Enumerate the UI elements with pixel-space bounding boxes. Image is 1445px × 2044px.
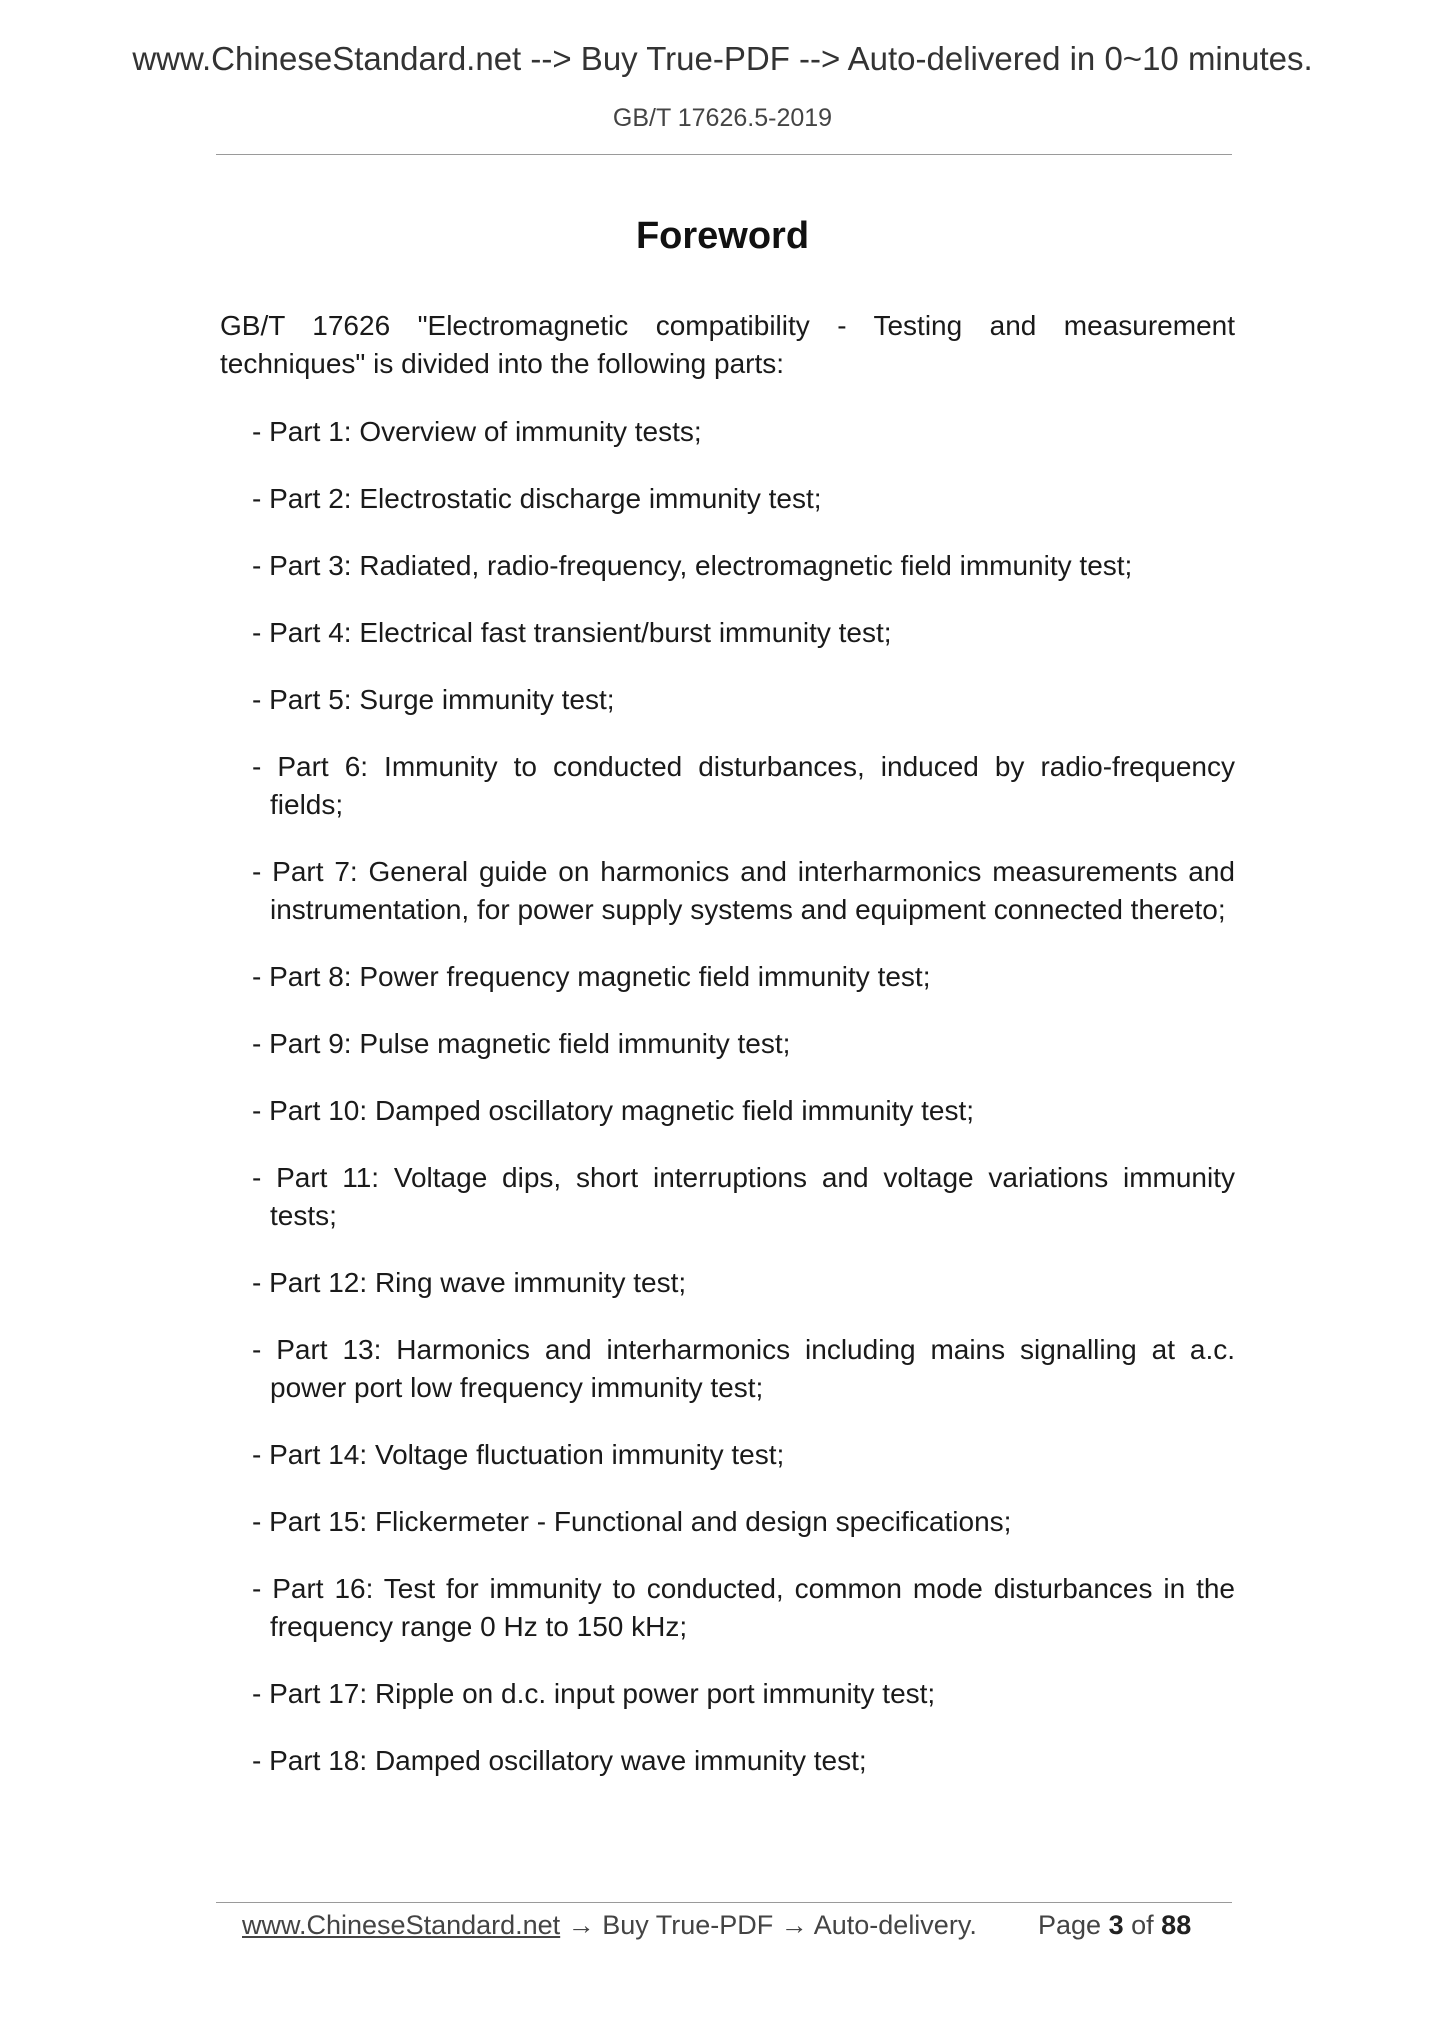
- footer-divider: [216, 1902, 1232, 1903]
- list-item: - Part 1: Overview of immunity tests;: [252, 416, 702, 447]
- list-item: - Part 13: Harmonics and interharmonics including mains signalling at a.c. power port low frequency immunity test;: [252, 1334, 1235, 1403]
- list-item: - Part 5: Surge immunity test;: [252, 684, 615, 715]
- list-item: - Part 17: Ripple on d.c. input power port immunity test;: [252, 1678, 936, 1709]
- list-item: - Part 15: Flickermeter - Functional and design specifications;: [252, 1506, 1012, 1537]
- intro-paragraph: GB/T 17626 "Electromagnetic compatibility - Testing and measurement techniques" is divided into the following parts:: [220, 310, 1235, 379]
- footer-site-link[interactable]: www.ChineseStandard.net: [242, 1910, 561, 1940]
- list-item: - Part 18: Damped oscillatory wave immunity test;: [252, 1745, 867, 1776]
- list-item: - Part 14: Voltage fluctuation immunity test;: [252, 1439, 785, 1470]
- footer-text: → Buy True-PDF → Auto-delivery.: [560, 1910, 977, 1940]
- list-item: - Part 10: Damped oscillatory magnetic field immunity test;: [252, 1095, 975, 1126]
- list-item: - Part 6: Immunity to conducted disturbances, induced by radio-frequency fields;: [252, 751, 1235, 820]
- list-item: - Part 11: Voltage dips, short interruptions and voltage variations immunity tests;: [252, 1162, 1235, 1231]
- top-banner: www.ChineseStandard.net --> Buy True-PDF --> Auto-delivered in 0~10 minutes.: [132, 40, 1313, 77]
- page-title: Foreword: [635, 215, 810, 257]
- list-item: - Part 8: Power frequency magnetic field immunity test;: [252, 961, 931, 992]
- of-label: of: [1131, 1910, 1154, 1940]
- list-item: - Part 4: Electrical fast transient/burst immunity test;: [252, 617, 892, 648]
- list-item: - Part 7: General guide on harmonics and interharmonics measurements and instrumentation, for power supply systems and equipment connected thereto;: [252, 856, 1235, 925]
- body-content: [220, 307, 1235, 1809]
- list-item: - Part 3: Radiated, radio-frequency, electromagnetic field immunity test;: [252, 550, 1133, 581]
- list-item: - Part 9: Pulse magnetic field immunity test;: [252, 1028, 791, 1059]
- page-indicator: [1038, 1910, 1191, 1941]
- list-item: - Part 16: Test for immunity to conducted, common mode disturbances in the frequency range 0 Hz to 150 kHz;: [252, 1573, 1235, 1642]
- header-divider: [216, 154, 1232, 155]
- list-item: - Part 12: Ring wave immunity test;: [252, 1267, 687, 1298]
- parts-list: [220, 413, 1235, 1780]
- page-total: 88: [1161, 1910, 1192, 1940]
- page-number: 3: [1108, 1910, 1124, 1940]
- page-label: Page: [1038, 1910, 1102, 1940]
- footer-note: [242, 1910, 977, 1941]
- document-code: GB/T 17626.5-2019: [612, 104, 833, 132]
- list-item: - Part 2: Electrostatic discharge immunity test;: [252, 483, 822, 514]
